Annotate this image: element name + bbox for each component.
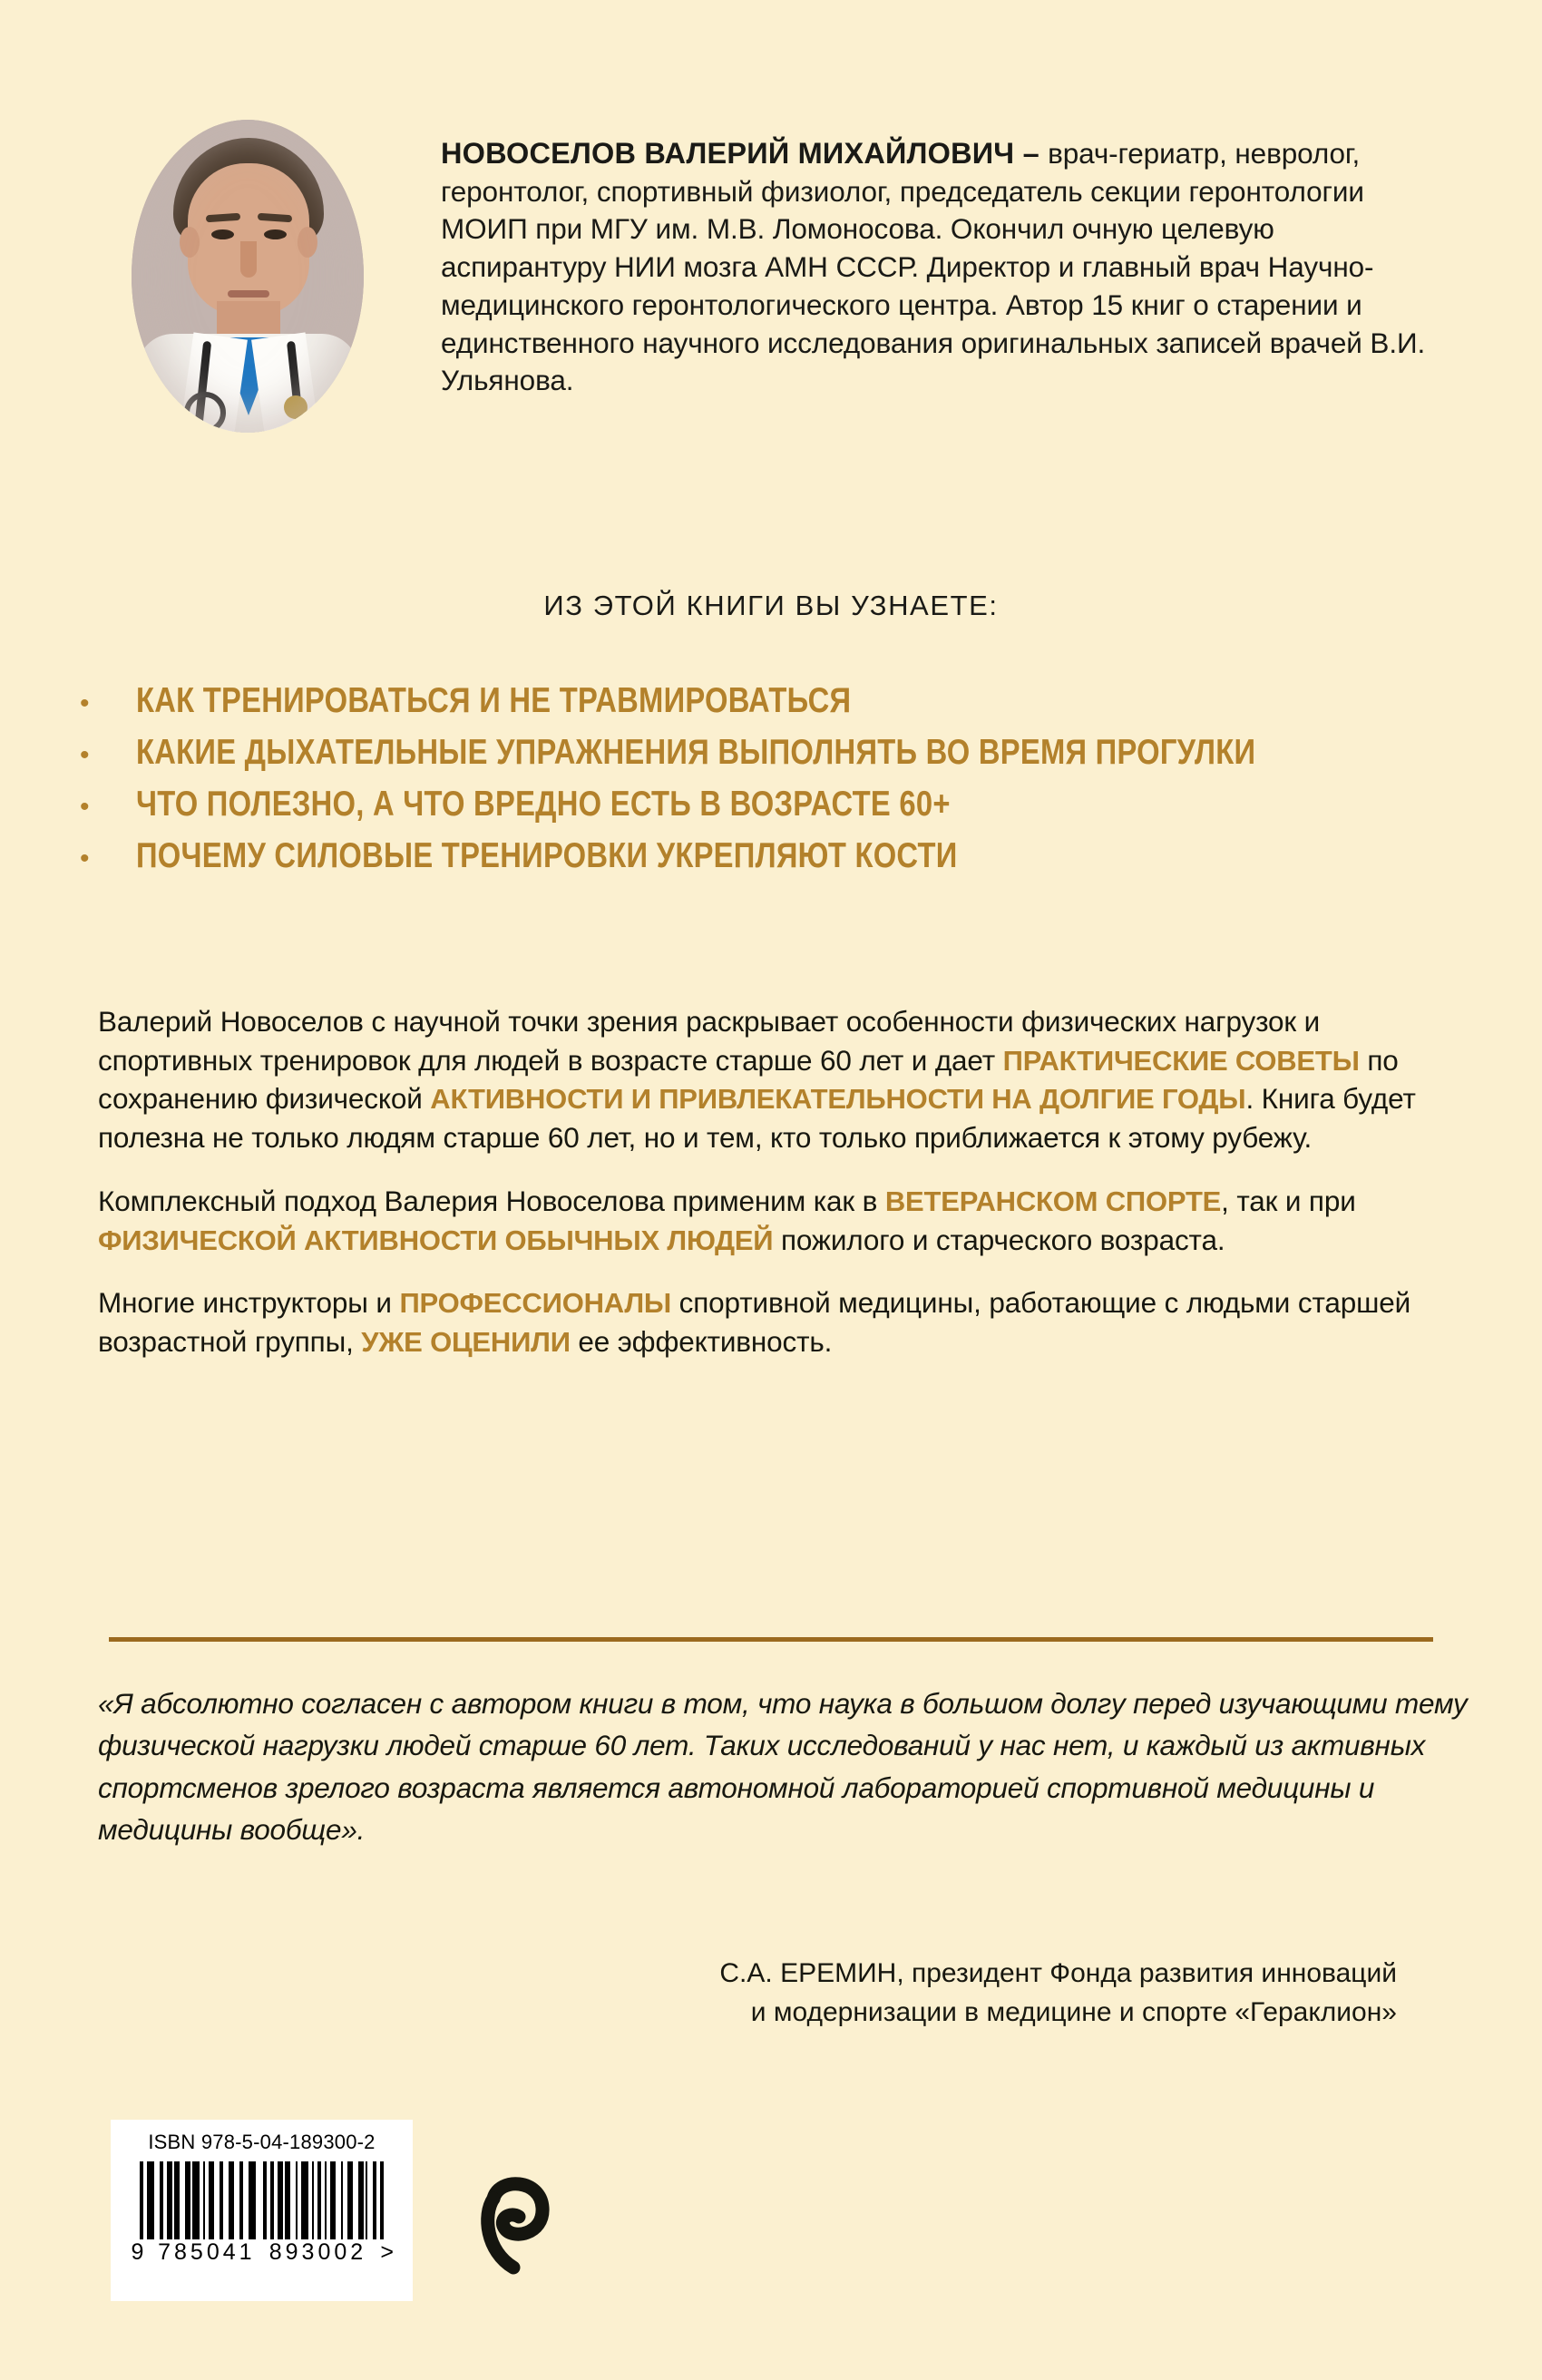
p1-part-a: Валерий Новоселов с научной точки зрения раскрывает особенности физических нагрузок и спортивных тренировок для людей в возрасте старше 60 лет и дает (98, 1005, 1321, 1077)
section-divider (109, 1637, 1433, 1642)
p1-highlight-2: АКТИВНОСТИ И ПРИВЛЕКАТЕЛЬНОСТИ НА ДОЛГИЕ ГОДЫ (430, 1083, 1246, 1116)
learn-bullet-list (80, 680, 1477, 887)
ean-group-2: 893002 (268, 2239, 367, 2265)
p3-part-c: ее эффективность. (570, 1325, 833, 1359)
eksmo-logo (463, 2168, 571, 2295)
attribution-line-2: и модернизации в медицине и спорте «Гераклион» (750, 1996, 1397, 2027)
endorsement-quote (98, 1683, 1477, 1850)
p3-part-b: спортивной медицины, работающие с людьми старшей возрастной группы, (98, 1286, 1411, 1359)
author-bio: врач-гериатр, невролог, геронтолог, спортивный физиолог, председатель секции геронтологии МОИП при МГУ им. М.В. Ломоносова. Окончил очную целевую аспирантуру НИИ мозга АМН СССР. Директор и главный врач Научно-медицинского геронтологического центра. Автор 15 книг о старении и единственного научного исследования оригинальных записей врачей В.И. Ульянова. (441, 137, 1426, 397)
isbn-label: ISBN 978-5-04-189300-2 (148, 2131, 376, 2153)
bullet-text: КАК ТРЕНИРОВАТЬСЯ И НЕ ТРАВМИРОВАТЬСЯ (136, 681, 852, 720)
list-item (80, 732, 1477, 774)
quote-text: «Я абсолютно согласен с автором книги в том, что наука в большом долгу перед изучающими тему физической нагрузки людей старше 60 лет. Таких исследований у нас нет, и каждый из активных спортсменов зрелого возраста является автономной лабораторией спортивной медицины и медицины вообще». (98, 1687, 1468, 1846)
p3-highlight-2: УЖЕ ОЦЕНИЛИ (361, 1326, 571, 1359)
barcode-digits (126, 2239, 398, 2266)
barcode-block (111, 2120, 413, 2301)
author-bio-paragraph (441, 134, 1433, 400)
bullet-text: КАКИЕ ДЫХАТЕЛЬНЫЕ УПРАЖНЕНИЯ ВЫПОЛНЯТЬ ВО ВРЕМЯ ПРОГУЛКИ (136, 733, 1256, 773)
author-block (0, 0, 1542, 433)
list-item (80, 835, 1477, 877)
bullet-marker-icon: • (80, 792, 90, 823)
author-portrait-wrap (112, 120, 384, 433)
body-paragraph-3 (98, 1283, 1449, 1361)
list-item (80, 784, 1477, 825)
bullet-marker-icon: • (80, 844, 90, 874)
quote-attribution (109, 1955, 1397, 2032)
body-paragraph-1 (98, 1002, 1449, 1157)
body-copy (98, 1002, 1449, 1386)
p1-highlight-1: ПРАКТИЧЕСКИЕ СОВЕТЫ (1002, 1044, 1360, 1077)
bullet-marker-icon: • (80, 688, 90, 718)
p3-highlight-1: ПРОФЕССИОНАЛЫ (399, 1287, 672, 1320)
p2-highlight-2: ФИЗИЧЕСКОЙ АКТИВНОСТИ ОБЫЧНЫХ ЛЮДЕЙ (98, 1224, 774, 1256)
body-paragraph-2 (98, 1182, 1449, 1260)
p1-part-b: по сохранению физической (98, 1043, 1399, 1116)
ean-group-1: 785041 (158, 2239, 256, 2265)
attribution-line-1: С.А. ЕРЕМИН, президент Фонда развития инноваций (719, 1958, 1397, 1988)
ean-left-digit: 9 (131, 2239, 144, 2265)
p2-highlight-1: ВЕТЕРАНСКОМ СПОРТЕ (884, 1185, 1222, 1217)
p1-part-c: . Книга будет полезна не только людям старше 60 лет, но и тем, кто только приближается к этому рубежу. (98, 1082, 1416, 1155)
p2-part-c: пожилого и старческого возраста. (773, 1223, 1225, 1256)
bullet-text: ЧТО ПОЛЕЗНО, А ЧТО ВРЕДНО ЕСТЬ В ВОЗРАСТЕ 60+ (136, 785, 951, 824)
p3-part-a: Многие инструкторы и (98, 1286, 400, 1320)
p2-part-b: , так и при (1221, 1184, 1356, 1217)
list-item (80, 680, 1477, 722)
ean-trailing: > (380, 2239, 395, 2265)
p2-part-a: Комплексный подход Валерия Новоселова применим как в (98, 1184, 885, 1217)
author-name: НОВОСЕЛОВ ВАЛЕРИЙ МИХАЙЛОВИЧ – (441, 137, 1049, 170)
bullet-marker-icon: • (80, 740, 90, 771)
bullet-text: ПОЧЕМУ СИЛОВЫЕ ТРЕНИРОВКИ УКРЕПЛЯЮТ КОСТИ (136, 836, 958, 876)
author-portrait (132, 120, 364, 433)
author-text (441, 120, 1433, 400)
learn-section-heading: ИЗ ЭТОЙ КНИГИ ВЫ УЗНАЕТЕ: (543, 590, 999, 621)
